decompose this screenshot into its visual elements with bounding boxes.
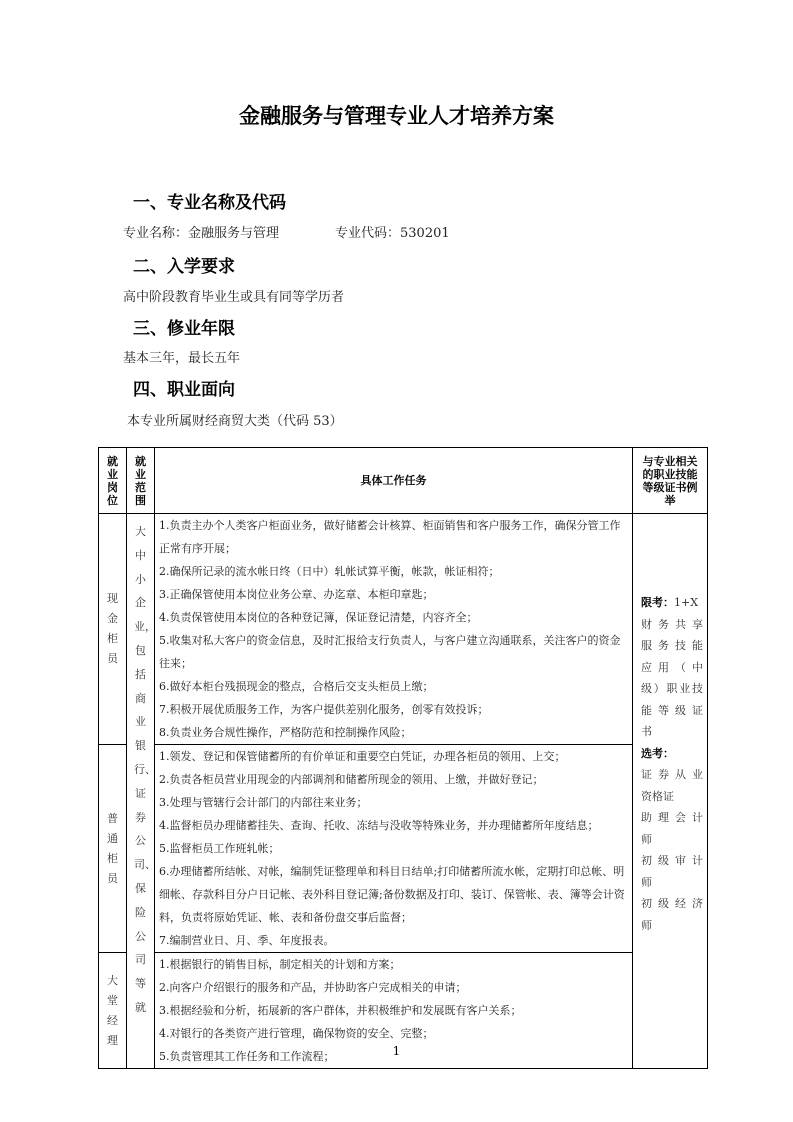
cert-optional-label: 选考： xyxy=(641,746,674,760)
cert-line: 师 xyxy=(641,875,652,889)
task-item: 5.负责管理其工作任务和工作流程； xyxy=(159,1050,335,1063)
career-text: 本专业所属财经商贸大类（代码 53） xyxy=(127,414,343,429)
task-item: 4.监督柜员办理储蓄挂失、查询、托收、冻结与没收等特殊业务，并办理储蓄所年度结息； xyxy=(159,819,599,832)
cert-line: 资格证 xyxy=(641,789,674,803)
header-post: 就业岗位 xyxy=(99,448,127,514)
section-heading-3: 三、修业年限 xyxy=(133,319,235,339)
cert-line: 应用（中 xyxy=(641,660,703,674)
header-tasks: 具体工作任务 xyxy=(155,448,633,514)
cert-line: 证券从业 xyxy=(641,768,703,781)
cert-line: 师 xyxy=(641,918,652,932)
task-item: 2.向客户介绍银行的服务和产品，并协助客户完成相关的申请； xyxy=(159,981,467,994)
section-heading-1: 一、专业名称及代码 xyxy=(133,193,286,213)
cert-line: 1+X xyxy=(674,596,699,609)
table-row xyxy=(99,745,708,953)
task-item: 1.领发、登记和保管储蓄所的有价单证和重要空白凭证，办理各柜员的领用、上交； xyxy=(159,750,566,763)
cert-line: 助理会计 xyxy=(641,811,703,824)
cert-line: 初级经济 xyxy=(641,897,703,910)
cert-line: 财务共享 xyxy=(641,617,703,631)
major-code: 专业代码：530201 xyxy=(335,226,450,241)
cert-line: 书 xyxy=(641,725,652,738)
post-cell: 现金柜员 xyxy=(99,514,127,745)
cert-line: 级）职业技 xyxy=(641,682,703,695)
task-item: 5.监督柜员工作班轧帐； xyxy=(159,842,280,855)
task-item: 2.确保所记录的流水帐日终（日中）轧帐试算平衡，帐款，帐证相符； xyxy=(159,565,500,578)
task-item: 3.根据经验和分析，拓展新的客户群体，并积极维护和发展既有客户关系； xyxy=(159,1004,522,1017)
task-item: 3.处理与管辖行会计部门的内部往来业务； xyxy=(159,796,368,809)
cert-line: 师 xyxy=(641,832,652,846)
admission-text: 高中阶段教育毕业生或具有同等学历者 xyxy=(123,290,345,305)
page-number: 1 xyxy=(392,1044,401,1058)
table-header-row xyxy=(99,448,708,514)
header-cert: 与专业相关的职业技能等级证书例举 xyxy=(633,448,708,514)
tasks-cell xyxy=(155,745,633,953)
cert-limit-label: 限考： xyxy=(641,596,674,609)
section-heading-2: 二、入学要求 xyxy=(133,257,235,277)
task-item: 7.积极开展优质服务工作，为客户提供差别化服务，创零有效投诉； xyxy=(159,703,489,716)
task-item: 8.负责业务合规性操作，严格防范和控制操作风险； xyxy=(159,726,412,739)
cert-line: 服务技能 xyxy=(641,639,703,652)
task-item: 6.办理储蓄所结帐、对帐，编制凭证整理单和科目日结单;打印储蓄所流水帐，定期打印总帐、明细帐、存款科目分户日记帐、表外科目登记簿;备份数据及打印、装订、保管帐、表、簿等会计资料，负责将原始凭证、帐、表和备份盘交事后监督； xyxy=(159,865,625,924)
major-info xyxy=(123,222,450,241)
task-item: 7.编制营业日、月、季、年度报表。 xyxy=(159,934,335,947)
duration-text: 基本三年，最长五年 xyxy=(123,351,241,366)
scope-cell: 大中小企业，包括商业银行、证券公司、保险公司等就 xyxy=(127,514,155,1069)
task-item: 5.收集对私大客户的资金信息，及时汇报给支行负责人，与客户建立沟通联系，关注客户的资金往来； xyxy=(159,634,621,670)
task-item: 4.对银行的各类资产进行管理，确保物资的安全、完整； xyxy=(159,1027,434,1040)
task-item: 6.做好本柜台残损现金的整点，合格后交支头柜员上缴； xyxy=(159,680,434,693)
cert-line: 能等级证 xyxy=(641,703,703,717)
section-heading-4: 四、职业面向 xyxy=(133,380,235,400)
task-item: 3.正确保管使用本岗位业务公章、办迄章、本柜印章匙； xyxy=(159,588,434,601)
tasks-cell xyxy=(155,514,633,745)
job-table xyxy=(98,447,708,1069)
post-cell: 大堂经理 xyxy=(99,953,127,1069)
task-item: 2.负责各柜员营业用现金的内部调剂和储蓄所现金的领用、上缴，并做好登记； xyxy=(159,773,544,786)
document-title: 金融服务与管理专业人才培养方案 xyxy=(239,104,554,128)
task-item: 4.负责保管使用本岗位的各种登记簿，保证登记清楚，内容齐全； xyxy=(159,611,478,624)
cert-cell xyxy=(633,514,708,1069)
task-item: 1.根据银行的销售目标，制定相关的计划和方案； xyxy=(159,958,401,971)
cert-line: 初级审计 xyxy=(641,854,703,867)
table-row xyxy=(99,514,708,745)
post-cell: 普通柜员 xyxy=(99,745,127,953)
major-name: 专业名称：金融服务与管理 xyxy=(123,226,280,241)
header-scope: 就业范围 xyxy=(127,448,155,514)
task-item: 1.负责主办个人类客户柜面业务，做好储蓄会计核算、柜面销售和客户服务工作，确保分管工作正常有序开展； xyxy=(159,519,621,555)
